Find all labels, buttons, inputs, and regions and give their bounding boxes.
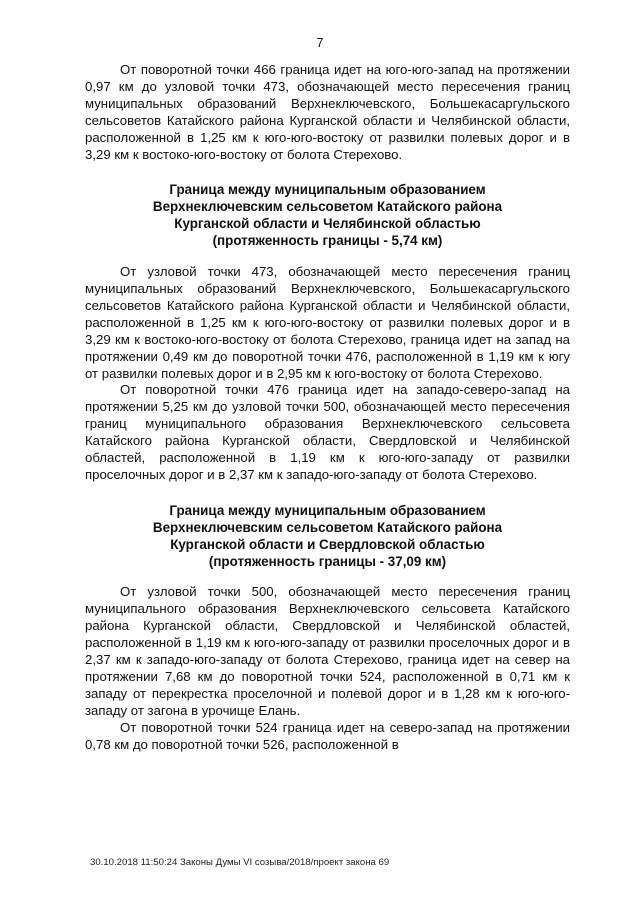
footer-meta: 30.10.2018 11:50:24 Законы Думы VI созыва/2018/проект закона 69 <box>90 857 390 868</box>
heading-line: Граница между муниципальным образованием <box>169 502 486 518</box>
paragraph: От поворотной точки 524 граница идет на северо-запад на протяжении 0,78 км до поворотной точки 526, расположенной в <box>85 719 570 752</box>
paragraph: От поворотной точки 476 граница идет на западо-северо-запад на протяжении 5,25 км до узловой точки 500, обозначающей место пересечения границ муниципального образования Верхнеключевского сельсовета Катайского района Курганской области, Свердловской и Челябинской областей, расположенной в 1,19 км к юго-юго-западу от развилки проселочных дорог и в 2,37 км к западо-юго-западу от болота Стерехово. <box>85 382 570 482</box>
heading-line: (протяженность границы - 37,09 км) <box>208 553 447 569</box>
page-number: 7 <box>316 36 324 50</box>
heading-line: (протяженность границы - 5,74 км) <box>212 233 443 249</box>
section-heading <box>85 182 570 250</box>
heading-line: Граница между муниципальным образованием <box>169 182 486 198</box>
heading-line: Верхнеключевским сельсоветом Катайского района <box>152 199 503 215</box>
heading-line: Курганской области и Свердловской областью <box>170 536 485 552</box>
heading-line: Верхнеключевским сельсоветом Катайского района <box>152 519 503 535</box>
paragraph: От узловой точки 473, обозначающей место пересечения границ муниципальных образований Верхнеключевского, Большекасаргульского сельсоветов Катайского района Курганской области и Челябинской области, расположенной в 1,25 км к юго-юго-востоку от развилки полевых дорог и в 3,29 км к востоко-юго-востоку от болота Стерехово, граница идет на запад на протяжении 0,49 км до поворотной точки 476, расположенной в 1,19 км к югу от развилки полевых дорог и в 2,95 км к юго-востоку от болота Стерехово. <box>85 264 570 381</box>
paragraph: От поворотной точки 466 граница идет на юго-юго-запад на протяжении 0,97 км до узловой точки 473, обозначающей место пересечения границ муниципальных образований Верхнеключевского, Большекасаргульского сельсоветов Катайского района Курганской области и Челябинской области, расположенной в 1,25 км к юго-юго-востоку от развилки полевых дорог и в 3,29 км к востоко-юго-востоку от болота Стерехово. <box>85 62 570 162</box>
paragraph: От узловой точки 500, обозначающей место пересечения границ муниципального образования Верхнеключевского сельсовета Катайского района Курганской области, Свердловской и Челябинской областей, расположенной в 1,19 км к юго-юго-западу от развилки проселочных дорог и в 2,37 км к западо-юго-западу от болота Стерехово, граница идет на север на протяжении 7,68 км до поворотной точки 524, расположенной в 0,71 км к западу от перекрестка проселочной и полевой дорог и в 1,28 км к юго-юго-западу от загона в урочище Елань. <box>85 584 570 718</box>
document-body <box>85 62 570 754</box>
heading-line: Курганской области и Челябинской областью <box>174 216 481 232</box>
section-heading <box>85 503 570 571</box>
